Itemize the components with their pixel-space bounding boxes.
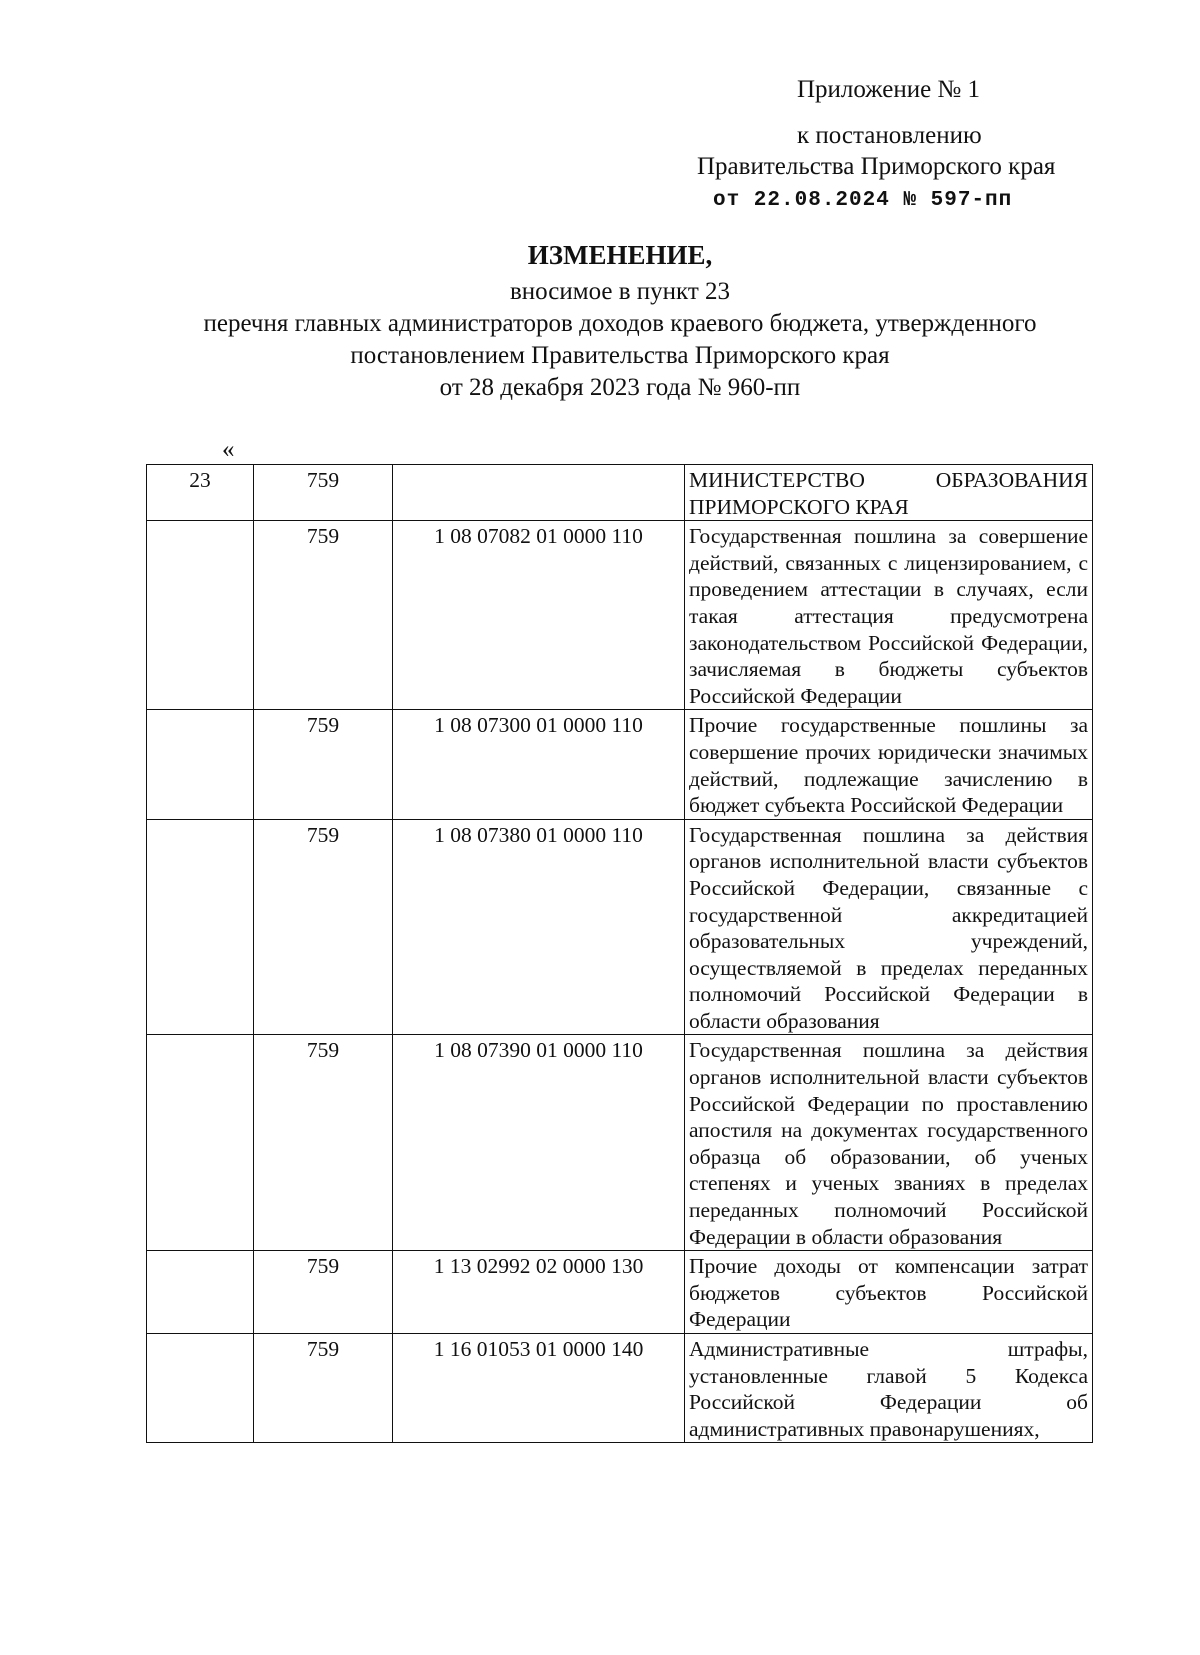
- row-number-cell: [147, 521, 254, 710]
- table-row: [147, 521, 1093, 710]
- table-row: [147, 819, 1093, 1035]
- table-row: [147, 1035, 1093, 1251]
- revenue-name-cell: Административные штрафы, установленные главой 5 Кодекса Российской Федерации об административных правонарушениях,: [685, 1334, 1093, 1443]
- revenue-name-cell: Государственная пошлина за действия органов исполнительной власти субъектов Российской Федерации по проставлению апостиля на документах государственного образца об образовании, об ученых степенях и ученых званиях в пределах переданных полномочий Российской Федерации в области образования: [685, 1035, 1093, 1251]
- document-subtitle-line-1: вносимое в пункт 23: [509, 278, 731, 305]
- table-row: [147, 1334, 1093, 1443]
- row-number-cell: 23: [147, 465, 254, 521]
- administrator-code-cell: 759: [254, 710, 393, 819]
- row-number-cell: [147, 819, 254, 1035]
- revenue-administrators-table: [146, 464, 1093, 1443]
- appendix-date-stamp: от 22.08.2024 № 597-пп: [713, 189, 1013, 212]
- revenue-code-cell: 1 08 07082 01 0000 110: [393, 521, 685, 710]
- table-row: [147, 1251, 1093, 1334]
- revenue-code-cell: 1 16 01053 01 0000 140: [393, 1334, 685, 1443]
- table-row: [147, 465, 1093, 521]
- revenue-name-cell: МИНИСТЕРСТВО ОБРАЗОВАНИЯ ПРИМОРСКОГО КРАЯ: [685, 465, 1093, 521]
- administrator-code-cell: 759: [254, 1334, 393, 1443]
- opening-quote-mark: «: [222, 436, 235, 463]
- row-number-cell: [147, 1251, 254, 1334]
- row-number-cell: [147, 1035, 254, 1251]
- document-subtitle-line-3: постановлением Правительства Приморского края: [350, 342, 890, 369]
- appendix-reference-line: к постановлению: [797, 122, 982, 149]
- appendix-title: Приложение № 1: [797, 76, 981, 103]
- document-title: ИЗМЕНЕНИЕ,: [527, 240, 713, 270]
- row-number-cell: [147, 1334, 254, 1443]
- administrator-code-cell: 759: [254, 1251, 393, 1334]
- administrator-code-cell: 759: [254, 465, 393, 521]
- revenue-code-cell: 1 13 02992 02 0000 130: [393, 1251, 685, 1334]
- administrator-code-cell: 759: [254, 1035, 393, 1251]
- row-number-cell: [147, 710, 254, 819]
- revenue-name-cell: Прочие государственные пошлины за совершение прочих юридически значимых действий, подлежащие зачислению в бюджет субъекта Российской Федерации: [685, 710, 1093, 819]
- revenue-name-cell: Государственная пошлина за совершение действий, связанных с лицензированием, с проведением аттестации в случаях, если такая аттестация предусмотрена законодательством Российской Федерации, зачисляемая в бюджеты субъектов Российской Федерации: [685, 521, 1093, 710]
- administrator-code-cell: 759: [254, 521, 393, 710]
- administrator-code-cell: 759: [254, 819, 393, 1035]
- revenue-code-cell: 1 08 07390 01 0000 110: [393, 1035, 685, 1251]
- revenue-name-cell: Прочие доходы от компенсации затрат бюджетов субъектов Российской Федерации: [685, 1251, 1093, 1334]
- appendix-issuer-line: Правительства Приморского края: [697, 153, 1056, 180]
- document-subtitle-line-2: перечня главных администраторов доходов краевого бюджета, утвержденного: [203, 310, 1037, 337]
- revenue-name-cell: Государственная пошлина за действия органов исполнительной власти субъектов Российской Федерации, связанные с государственной аккредитацией образовательных учреждений, осуществляемой в пределах переданных полномочий Российской Федерации в области образования: [685, 819, 1093, 1035]
- table-row: [147, 710, 1093, 819]
- revenue-code-cell: 1 08 07380 01 0000 110: [393, 819, 685, 1035]
- revenue-code-cell: 1 08 07300 01 0000 110: [393, 710, 685, 819]
- revenue-code-cell: [393, 465, 685, 521]
- document-subtitle-line-4: от 28 декабря 2023 года № 960-пп: [439, 374, 801, 401]
